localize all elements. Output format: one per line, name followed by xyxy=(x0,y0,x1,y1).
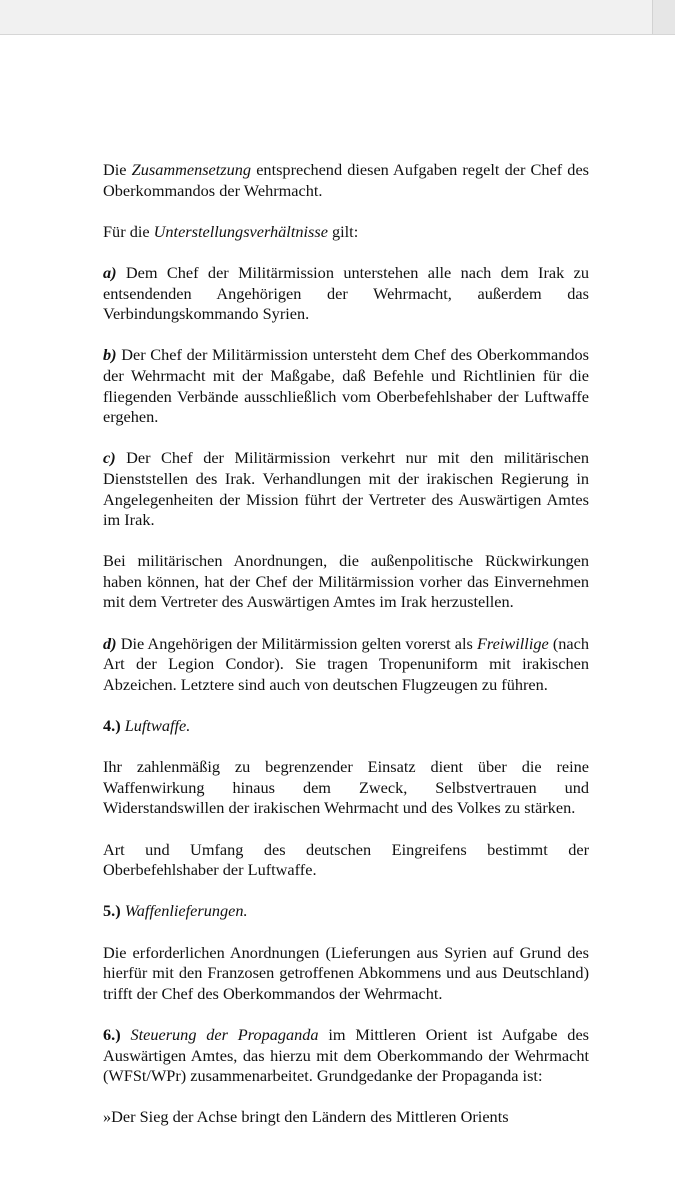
paragraph-military-orders: Bei militärischen Anordnungen, die außenpolitische Rückwirkungen haben können, hat der Chef der Militärmission vorher das Einvernehmen mit dem Vertreter des Auswärtigen Amtes im Irak herzustellen. xyxy=(103,551,589,612)
paragraph-weapons-orders: Die erforderlichen Anordnungen (Lieferungen aus Syrien auf Grund des hierfür mit den Franzosen getroffenen Abkommens und aus Deutschland) trifft der Chef des Oberkommandos der Wehrmacht. xyxy=(103,942,589,1003)
paragraph-propaganda-quote: »Der Sieg der Achse bringt den Ländern des Mittleren Orients xyxy=(103,1107,509,1127)
document-body xyxy=(103,160,589,1128)
paragraph-luftwaffe-scope: Art und Umfang des deutschen Eingreifens bestimmt der Oberbefehlshaber der Luftwaffe. xyxy=(103,839,589,880)
paragraph-subordination: Für die Unterstellungsverhältnisse gilt: xyxy=(103,221,359,241)
viewer-top-bar xyxy=(0,0,675,34)
paragraph-d: d) Die Angehörigen der Militärmission gelten vorerst als Freiwillige (nach Art der Legion Condor). Sie tragen Tropenuniform mit irakischen Abzeichen. Letztere sind auch von deutschen Flugzeugen zu führen. xyxy=(103,633,590,694)
paragraph-luftwaffe-deployment: Ihr zahlenmäßig zu begrenzender Einsatz dient über die reine Waffenwirkung hinaus dem Zweck, Selbstvertrauen und Widerstandswillen der irakischen Wehrmacht und des Volkes zu stärken. xyxy=(103,757,589,818)
paragraph-a: a) Dem Chef der Militärmission unterstehen alle nach dem Irak zu entsendenden Angehörigen der Wehrmacht, außerdem das Verbindungskommando Syrien. xyxy=(103,262,589,324)
paragraph-c: c) Der Chef der Militärmission verkehrt nur mit den militärischen Dienststellen des Irak. Verhandlungen mit der irakischen Regierung in Angelegenheiten der Mission führt der Vertreter des Auswärtigen Amtes im Irak. xyxy=(103,448,589,530)
scroll-corner[interactable] xyxy=(652,0,675,34)
heading-luftwaffe: 4.) Luftwaffe. xyxy=(103,716,191,736)
paragraph-composition: Die Zusammensetzung entsprechend diesen Aufgaben regelt der Chef des Oberkommandos der Wehrmacht. xyxy=(103,160,590,200)
paragraph-propaganda: 6.) Steuerung der Propaganda im Mittleren Orient ist Aufgabe des Auswärtigen Amtes, das hierzu mit dem Oberkommando der Wehrmacht (WFSt/WPr) zusammenarbeitet. Grundgedanke der Propaganda ist: xyxy=(103,1024,590,1086)
paragraph-b: b) Der Chef der Militärmission untersteht dem Chef des Oberkommandos der Wehrmacht mit der Maßgabe, daß Befehle und Richtlinien für die fliegenden Verbände ausschließlich vom Oberbefehlshaber der Luftwaffe ergehen. xyxy=(103,345,589,427)
heading-weapons: 5.) Waffenlieferungen. xyxy=(103,901,248,921)
